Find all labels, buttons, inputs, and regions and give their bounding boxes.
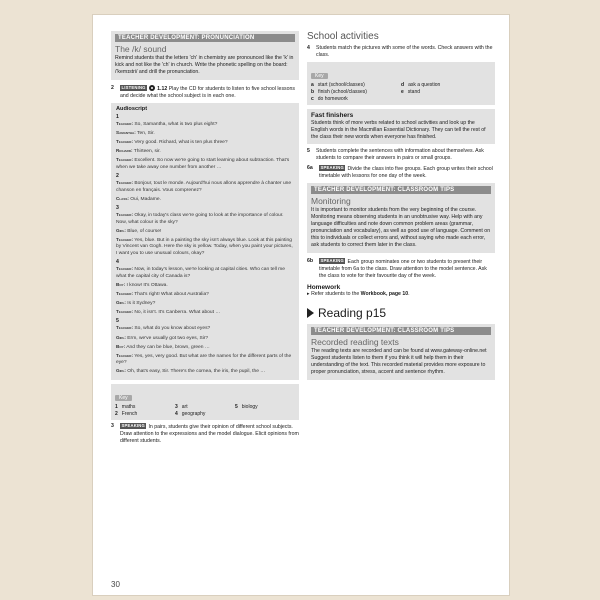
key-label: Key [115, 395, 132, 401]
key-item: 1 maths [115, 404, 136, 411]
speaking-tag: SPEAKING [320, 258, 344, 264]
audio-section-1 [116, 114, 294, 171]
book-page [92, 14, 510, 596]
dialogue-line [116, 300, 294, 307]
pronunciation-text: Remind students that the letters 'ch' in chemistry are pronounced like the 'k' in kick and not like the 'ch' in church. Write the phonetic spelling on the board: /'kemɪstri/ and drill the pronunciation. [115, 55, 294, 76]
speaker: Girl: [116, 299, 126, 305]
speech: No, it isn't. It's Canberra. What about … [134, 309, 221, 315]
key-grid [311, 82, 491, 102]
step-text: Divide the class into five groups. Each group writes their school timetable with lessons for one day of the week. [319, 166, 493, 180]
homework-text: ▸ Refer students to the Workbook, page 10. [307, 291, 410, 298]
step-5 [307, 148, 495, 162]
right-column [307, 31, 495, 385]
step-number: 5 [307, 148, 310, 155]
step-text: Students match the pictures with some of the words. Check answers with the class. [316, 45, 493, 59]
triangle-arrow-icon [307, 308, 314, 318]
dialogue-line [116, 121, 294, 128]
speaker: Teacher: [116, 290, 134, 296]
dialogue-line [116, 344, 294, 351]
speaker: Boy: [116, 281, 126, 287]
key-box [307, 62, 495, 105]
dialogue-line [116, 130, 294, 137]
speaker: Teacher: [116, 212, 134, 218]
speech: Very good. Richard, what is ten plus three? [134, 140, 228, 146]
speech: That's right! What about Australia? [134, 291, 209, 297]
step-number: 6b [307, 258, 314, 265]
step-number: 3 [111, 423, 114, 430]
bullet-icon: ▸ [307, 291, 310, 298]
key-box [111, 384, 299, 420]
track-number: 1.12 [157, 86, 168, 93]
speech: Excellent. So now we're going to start learning about subtraction. That's when we take away one number from another … [116, 158, 290, 170]
classroom-tips-bar: TEACHER DEVELOPMENT: CLASSROOM TIPS [311, 186, 491, 194]
dialogue-line [116, 139, 294, 146]
dialogue-line [116, 325, 294, 332]
dialogue-line [116, 291, 294, 298]
step-4 [307, 45, 495, 59]
speaker: Teacher: [116, 325, 134, 331]
speech: So, what do you know about eyes? [134, 326, 211, 332]
audio-number: 5 [116, 318, 119, 325]
pronunciation-box [111, 31, 299, 80]
pronunciation-bar: TEACHER DEVELOPMENT: PRONUNCIATION [115, 34, 295, 42]
dialogue-line [116, 368, 294, 375]
key-item: d ask a question [401, 82, 441, 89]
key-item: c do homework [311, 96, 348, 103]
speaker: Girl: [116, 368, 126, 374]
page-number: 30 [111, 580, 120, 589]
speaker: Boy: [116, 343, 126, 349]
audio-section-2 [116, 173, 294, 203]
step-6b [307, 258, 495, 280]
speech: Thirteen, sir. [133, 149, 161, 155]
step-text: Each group nominates one or two students to present their timetable from 6a to the class. Draw attention to the model sentence. Ask the class to vote for their favourite day of the week. [319, 259, 487, 280]
step-text: Play the CD for students to listen to five school lessons and decide what the school subject is in each one. [120, 86, 295, 100]
dialogue-line [116, 309, 294, 316]
step-body [120, 423, 299, 445]
left-column [111, 31, 299, 448]
dialogue-line [116, 157, 294, 171]
speaker: Teacher: [116, 352, 134, 358]
audioscript-box [111, 103, 299, 380]
speaker: Teacher: [116, 308, 134, 314]
speech: Is it Sydney? [127, 300, 156, 306]
speech: Yes, yes, very good. But what are the names for the different parts of the eye? [116, 353, 292, 366]
key-item: 2 French [115, 411, 138, 418]
dialogue-line [116, 228, 294, 235]
key-item: a start (school/classes) [311, 82, 365, 89]
speaker: Teacher: [116, 180, 134, 186]
audio-number: 3 [116, 205, 119, 212]
speech: Blue, of course! [127, 228, 162, 234]
monitoring-title: Monitoring [311, 196, 351, 207]
dialogue-line [116, 180, 294, 194]
speech: Yes, blue. But in a painting the sky isn't always blue. Look at this painting by Vincent van Gogh. Here the sky is yellow. Today, when you paint your pictures, I want you to use unusual colours, okay? [116, 237, 293, 256]
speech: Now, in today's lesson, we're looking at capital cities. Who can tell me what the capital city of Canada is? [116, 267, 285, 279]
speech: I know! It's Ottawa. [126, 282, 168, 288]
monitoring-text: It is important to monitor students from the very beginning of the course. Monitoring means observing students in an unobtrusive way. Help with any language difficulties and note down common problem areas (grammar, pronunciation and vocabulary), as well as good use of language. Comment on this to individuals or collect errors and, without saying who made each error, ask students to correct them later in the class. [311, 207, 491, 249]
speech: Oui, Madame. [130, 196, 161, 202]
speech: Okay, in today's class we're going to look at the importance of colour. Now, what colour is the sky? [116, 213, 284, 225]
speech: So, Samantha, what is two plus eight? [134, 122, 218, 128]
step-text: Students complete the sentences with information about themselves. Ask students to compare their answers in pairs or small groups. [316, 148, 484, 162]
dialogue-line [116, 266, 294, 280]
recorded-title: Recorded reading texts [311, 337, 399, 348]
cd-icon [149, 85, 155, 91]
step-text: In pairs, students give their opinion of different school subjects. Draw attention to the expressions and the model dialogue. Elicit opinions from different students. [120, 424, 299, 445]
fast-finishers-text: Students think of more verbs related to school activities and look up the English words in the Macmillan Essential Dictionary. They can tell the rest of the class their new words when everyone has finished. [311, 120, 486, 141]
speaker: Richard: [116, 148, 133, 154]
fast-finishers-box [307, 109, 495, 144]
key-item: 4 geography [175, 411, 206, 418]
step-6a [307, 165, 495, 180]
reading-title: Reading p15 [318, 306, 387, 321]
key-item: 3 art [175, 404, 188, 411]
step-number: 6a [307, 165, 313, 172]
key-item: e stand [401, 89, 421, 96]
dialogue-line [116, 196, 294, 203]
monitoring-box [307, 183, 495, 253]
classroom-tips-bar: TEACHER DEVELOPMENT: CLASSROOM TIPS [311, 327, 491, 335]
speaker: Girl: [116, 334, 126, 340]
recorded-text: The reading texts are recorded and can be found at www.gateway-online.net Suggest students listen to them if you think it will help them in their understanding of the text. This recorded material provides more exposure to proper pronunciation, stress, accent and sentence rhythm. [311, 348, 487, 376]
audio-section-3 [116, 205, 294, 257]
reading-heading [307, 306, 495, 320]
speech: And they can be blue, brown, green … [126, 344, 210, 350]
step-number: 2 [111, 85, 114, 92]
dialogue-line [116, 148, 294, 155]
dialogue-line [116, 335, 294, 342]
key-item: b finish (school/classes) [311, 89, 367, 96]
speech: Bonjour, tout le monde. Aujourd'hui nous allons apprendre à chanter une chanson en français. Vous comprenez? [116, 181, 292, 193]
pronunciation-title: The /k/ sound [115, 44, 167, 54]
speaker: Class: [116, 195, 129, 201]
audio-number: 2 [116, 173, 119, 180]
speaker: Teacher: [116, 236, 134, 242]
school-activities-title: School activities [307, 31, 379, 42]
audio-section-4 [116, 259, 294, 316]
key-item: 5 biology [235, 404, 258, 411]
step-3 [111, 423, 299, 445]
step-body [120, 85, 299, 100]
key-grid [115, 404, 295, 417]
speaker: Teacher: [116, 266, 134, 272]
speaking-tag: SPEAKING [121, 423, 145, 429]
step-body [319, 258, 495, 280]
speaker: Girl: [116, 227, 126, 233]
dialogue-line [116, 282, 294, 289]
step-number: 4 [307, 45, 310, 51]
speaker: Teacher: [116, 139, 134, 145]
dialogue-line [116, 212, 294, 226]
homework-title: Homework [307, 284, 341, 292]
dialogue-line [116, 237, 294, 257]
speech: Ten, Sir. [137, 131, 155, 137]
step-2 [111, 85, 299, 100]
recorded-texts-box [307, 324, 495, 380]
speech: Erm, we've usually got two eyes, Sir? [127, 335, 209, 341]
speech: Oh, that's easy, Sir. There's the cornea, the iris, the pupil, the … [127, 369, 266, 375]
speaker: Samantha: [116, 130, 136, 136]
audioscript-title: Audioscript [116, 106, 148, 113]
key-label: Key [311, 73, 328, 79]
step-body [319, 165, 495, 180]
listening-tag: LISTENING [121, 85, 146, 91]
speaker: Teacher: [116, 157, 134, 163]
speaker: Teacher: [116, 121, 134, 127]
audio-section-5 [116, 318, 294, 375]
audio-number: 1 [116, 114, 119, 121]
audio-number: 4 [116, 259, 119, 266]
fast-finishers-title: Fast finishers [311, 112, 354, 120]
dialogue-line [116, 353, 294, 367]
speaking-tag: SPEAKING [320, 165, 344, 171]
